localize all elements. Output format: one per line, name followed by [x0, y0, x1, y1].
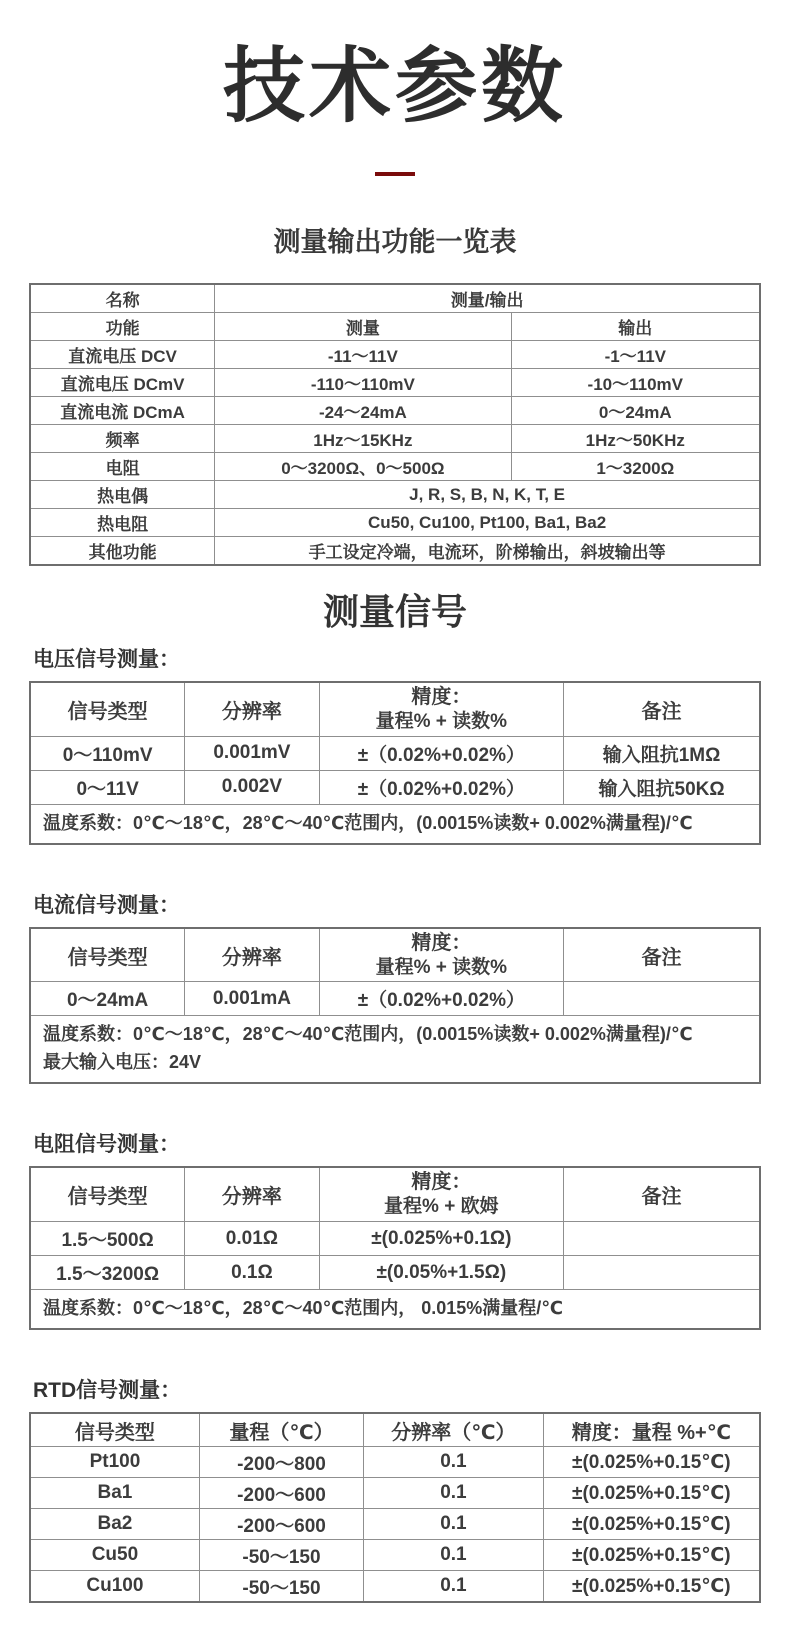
cell-accuracy: ±（0.02%+0.02%）	[319, 770, 564, 804]
table-row	[30, 770, 760, 804]
cell-range: -50～150	[199, 1571, 363, 1602]
cell-accuracy: ±（0.02%+0.02%）	[319, 982, 564, 1016]
rtd-section-label: RTD信号测量：	[33, 1378, 182, 1402]
cell-label: 直流电压 DCmV	[30, 369, 215, 397]
cell-value: 1Hz～15KHz	[215, 425, 511, 453]
cell-value: 1～3200Ω	[511, 453, 760, 481]
current-table	[29, 927, 761, 1085]
table-row	[30, 341, 760, 369]
col-header-note: 备注	[564, 682, 760, 736]
table-row	[30, 369, 760, 397]
accuracy-header-line2: 量程% + 读数%	[375, 711, 508, 733]
cell-value: 1Hz～50KHz	[511, 425, 760, 453]
col-header-resolution: 分辨率（℃）	[364, 1413, 544, 1447]
table-row	[30, 509, 760, 537]
cell-signal-type: 0～11V	[30, 770, 185, 804]
table-row	[30, 313, 760, 341]
cell-signal-type: 0～110mV	[30, 736, 185, 770]
bottom-spacer	[29, 1603, 761, 1637]
col-header-note: 备注	[564, 928, 760, 982]
cell-value: 测量	[215, 313, 511, 341]
cell-signal-type: 1.5～3200Ω	[30, 1256, 185, 1290]
col-header-accuracy	[319, 1167, 564, 1221]
table-header-row	[30, 928, 760, 982]
table-row	[30, 736, 760, 770]
cell-value: 0～3200Ω、0～500Ω	[215, 453, 511, 481]
cell-value: 测量/输出	[215, 284, 760, 313]
cell-range: -200～600	[199, 1509, 363, 1540]
title-divider	[375, 172, 415, 176]
cell-signal-type: Cu50	[30, 1540, 199, 1571]
cell-signal-type: 1.5～500Ω	[30, 1222, 185, 1256]
cell-label: 功能	[30, 313, 215, 341]
resistance-table	[29, 1166, 761, 1330]
cell-label: 名称	[30, 284, 215, 313]
cell-signal-type: Pt100	[30, 1447, 199, 1478]
accuracy-header-line1: 精度：	[411, 1171, 472, 1194]
cell-range: -50～150	[199, 1540, 363, 1571]
col-header-accuracy	[319, 928, 564, 982]
cell-value: 0～24mA	[511, 397, 760, 425]
table-row	[30, 1509, 760, 1540]
cell-label: 频率	[30, 425, 215, 453]
cell-resolution: 0.1	[364, 1571, 544, 1602]
voltage-table	[29, 681, 761, 845]
cell-label: 热电偶	[30, 481, 215, 509]
table-header-row	[30, 1167, 760, 1221]
cell-accuracy: ±(0.05%+1.5Ω)	[319, 1256, 564, 1290]
cell-accuracy: ±（0.02%+0.02%）	[319, 736, 564, 770]
table-row	[30, 537, 760, 566]
cell-note	[564, 982, 760, 1016]
cell-note: 输入阻抗1MΩ	[564, 736, 760, 770]
cell-note	[564, 1256, 760, 1290]
table-header-row	[30, 1413, 760, 1447]
cell-range: -200～800	[199, 1447, 363, 1478]
cell-resolution: 0.002V	[185, 770, 319, 804]
cell-label: 直流电流 DCmA	[30, 397, 215, 425]
col-header-signal-type: 信号类型	[30, 1167, 185, 1221]
accuracy-header-line1: 精度：	[411, 686, 472, 709]
section-title-measure-signal: 测量信号	[322, 591, 467, 633]
cell-note: 输入阻抗50KΩ	[564, 770, 760, 804]
cell-resolution: 0.001mV	[185, 736, 319, 770]
accuracy-header-line1: 精度：	[411, 931, 472, 954]
table-footnote-row	[30, 804, 760, 843]
cell-label: 其他功能	[30, 537, 215, 566]
col-header-range: 量程（℃）	[199, 1413, 363, 1447]
cell-value: -10～110mV	[511, 369, 760, 397]
col-header-signal-type: 信号类型	[30, 1413, 199, 1447]
table-footnote-row	[30, 1016, 760, 1083]
cell-label: 直流电压 DCV	[30, 341, 215, 369]
col-header-signal-type: 信号类型	[30, 682, 185, 736]
cell-accuracy: ±(0.025%+0.15℃)	[543, 1447, 760, 1478]
cell-accuracy: ±(0.025%+0.15℃)	[543, 1478, 760, 1509]
table-row	[30, 1256, 760, 1290]
footnote-temp-coefficient: 温度系数：0℃～18℃，28℃～40℃范围内， 0.015%满量程/℃	[30, 1290, 760, 1329]
table-row	[30, 481, 760, 509]
current-section-label: 电流信号测量：	[33, 893, 180, 917]
col-header-resolution: 分辨率	[185, 682, 319, 736]
table-row	[30, 453, 760, 481]
accuracy-header-line2: 量程% + 读数%	[375, 956, 508, 978]
cell-accuracy: ±(0.025%+0.15℃)	[543, 1509, 760, 1540]
overview-table	[29, 283, 761, 566]
cell-accuracy: ±(0.025%+0.1Ω)	[319, 1222, 564, 1256]
overview-table-title: 测量输出功能一览表	[273, 227, 517, 258]
cell-label: 电阻	[30, 453, 215, 481]
col-header-resolution: 分辨率	[185, 1167, 319, 1221]
cell-label: 热电阻	[30, 509, 215, 537]
table-row	[30, 1447, 760, 1478]
cell-resolution: 0.1	[364, 1509, 544, 1540]
cell-resolution: 0.001mA	[185, 982, 319, 1016]
voltage-section-label: 电压信号测量：	[33, 648, 180, 672]
table-footnote-row	[30, 1290, 760, 1329]
cell-value: -11～11V	[215, 341, 511, 369]
col-header-accuracy: 精度：量程 %+℃	[543, 1413, 760, 1447]
resistance-section-label: 电阻信号测量：	[33, 1133, 180, 1157]
table-row	[30, 284, 760, 313]
cell-signal-type: Ba1	[30, 1478, 199, 1509]
cell-value: J, R, S, B, N, K, T, E	[215, 481, 760, 509]
cell-range: -200～600	[199, 1478, 363, 1509]
table-row	[30, 397, 760, 425]
cell-resolution: 0.01Ω	[185, 1222, 319, 1256]
col-header-resolution: 分辨率	[185, 928, 319, 982]
footnote-temp-coefficient: 温度系数：0℃～18℃，28℃～40℃范围内，(0.0015%读数+ 0.002%满量程)/℃	[43, 1024, 693, 1045]
cell-signal-type: Cu100	[30, 1571, 199, 1602]
footnote-cell	[30, 1016, 760, 1083]
cell-value: Cu50, Cu100, Pt100, Ba1, Ba2	[215, 509, 760, 537]
table-row	[30, 1222, 760, 1256]
table-row	[30, 1478, 760, 1509]
cell-value: 手工设定冷端，电流环，阶梯输出，斜坡输出等	[215, 537, 760, 566]
page-title: 技术参数	[222, 41, 567, 132]
table-row	[30, 425, 760, 453]
footnote-temp-coefficient: 温度系数：0℃～18℃，28℃～40℃范围内，(0.0015%读数+ 0.002%满量程)/℃	[30, 804, 760, 843]
table-header-row	[30, 682, 760, 736]
cell-accuracy: ±(0.025%+0.15℃)	[543, 1571, 760, 1602]
cell-note	[564, 1222, 760, 1256]
cell-resolution: 0.1	[364, 1478, 544, 1509]
footnote-max-input-voltage: 最大输入电压：24V	[43, 1052, 202, 1073]
rtd-table	[29, 1412, 761, 1603]
page-content	[29, 41, 761, 1637]
cell-resolution: 0.1	[364, 1540, 544, 1571]
cell-value: 输出	[511, 313, 760, 341]
cell-value: -1～11V	[511, 341, 760, 369]
col-header-accuracy	[319, 682, 564, 736]
table-row	[30, 1540, 760, 1571]
cell-value: -110～110mV	[215, 369, 511, 397]
cell-accuracy: ±(0.025%+0.15℃)	[543, 1540, 760, 1571]
cell-resolution: 0.1Ω	[185, 1256, 319, 1290]
accuracy-header-line2: 量程% + 欧姆	[384, 1196, 499, 1218]
cell-resolution: 0.1	[364, 1447, 544, 1478]
cell-value: -24～24mA	[215, 397, 511, 425]
cell-signal-type: 0～24mA	[30, 982, 185, 1016]
cell-signal-type: Ba2	[30, 1509, 199, 1540]
col-header-signal-type: 信号类型	[30, 928, 185, 982]
col-header-note: 备注	[564, 1167, 760, 1221]
table-row	[30, 982, 760, 1016]
